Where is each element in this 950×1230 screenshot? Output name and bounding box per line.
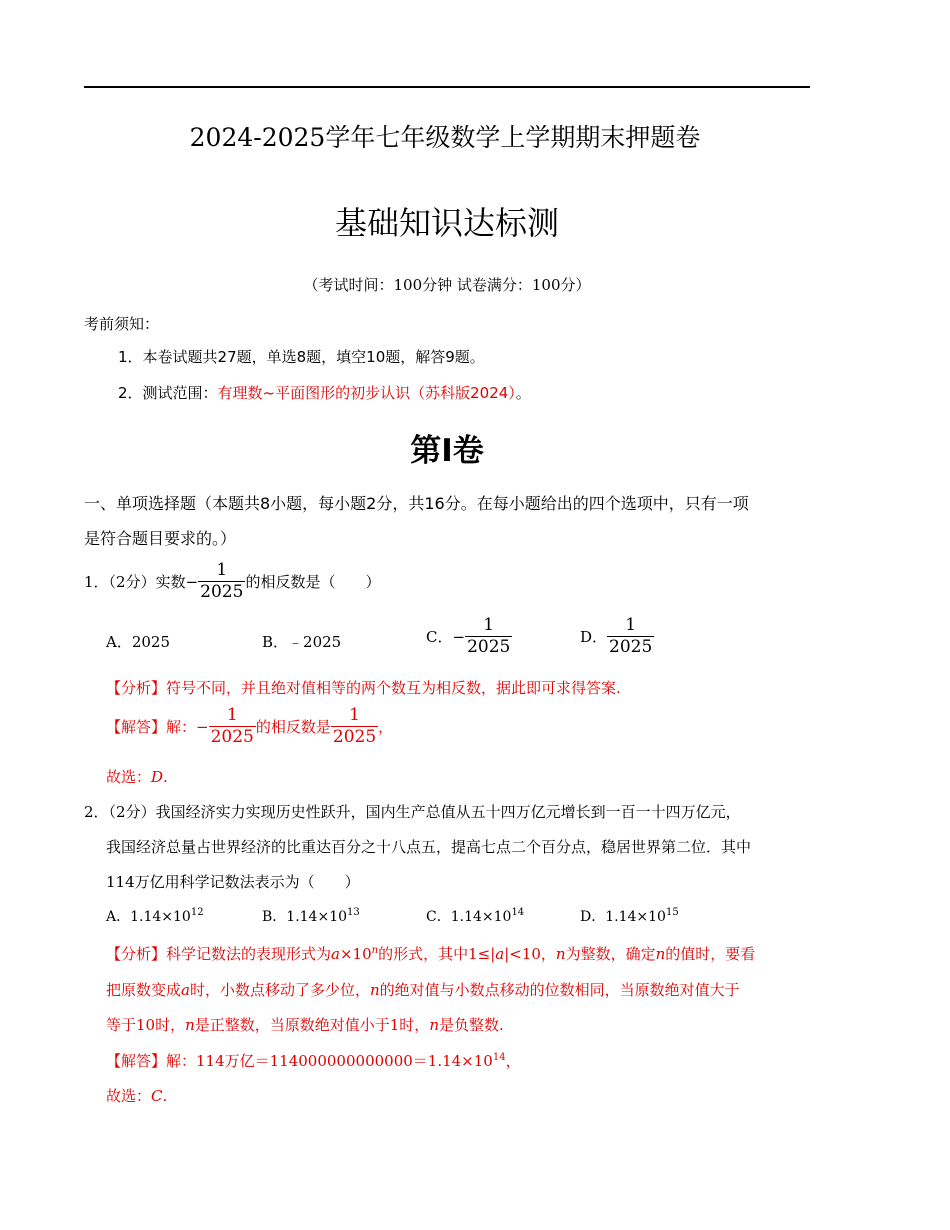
q2-analysis-text: 为整数，确定 bbox=[565, 945, 656, 963]
q2-analysis-text: 把原数变成 bbox=[106, 981, 182, 999]
q1-answer-den-2: 2025 bbox=[332, 727, 377, 747]
q1-answer-minus: − bbox=[196, 717, 209, 736]
var-a: a bbox=[495, 945, 505, 963]
q2-analysis-text: 是负整数. bbox=[438, 1016, 504, 1034]
q2-analysis-line-3 bbox=[106, 1014, 504, 1035]
q1-minus: − bbox=[185, 572, 199, 591]
q2-option-a-exp: 12 bbox=[190, 907, 204, 918]
q2-analysis-text: |<10， bbox=[504, 945, 556, 963]
q1-option-d-fraction bbox=[607, 617, 654, 656]
q2-option-c-exp: 14 bbox=[511, 907, 525, 918]
q1-answer-prefix: 【解答】解： bbox=[106, 718, 197, 736]
q1-answer-fraction-1 bbox=[209, 707, 256, 746]
q2-option-b bbox=[262, 906, 360, 926]
q2-choice-prefix: 故选： bbox=[106, 1087, 152, 1105]
q2-answer-exp: 14 bbox=[492, 1052, 506, 1063]
var-n: n bbox=[429, 1016, 439, 1034]
q2-analysis-line-2 bbox=[106, 979, 740, 1000]
q1-choice-prefix: 故选： bbox=[106, 768, 152, 786]
q2-option-a bbox=[106, 906, 204, 926]
q2-choice-end: . bbox=[162, 1087, 168, 1105]
q1-fraction-den: 2025 bbox=[200, 582, 244, 602]
q1-answer bbox=[106, 707, 393, 746]
q2-analysis-text: 【分析】科学记数法的表现形式为 bbox=[106, 945, 332, 963]
exam-info: （考试时间：100分钟 试卷满分：100分） bbox=[303, 276, 591, 294]
var-a: a bbox=[181, 981, 190, 999]
q1-option-a: A．2025 bbox=[106, 633, 171, 651]
q1-answer-mid: 的相反数是 bbox=[255, 718, 331, 736]
q1-suffix: 的相反数是（ ） bbox=[245, 573, 381, 591]
q2-analysis-text: 的形式，其中1≤| bbox=[378, 945, 496, 963]
q1-option-d-den: 2025 bbox=[609, 637, 653, 657]
q2-analysis-line-1 bbox=[106, 943, 755, 964]
q2-analysis-text: 是正整数，当原数绝对值小于1时， bbox=[194, 1016, 430, 1034]
q1-answer-num-1: 1 bbox=[226, 705, 238, 725]
exam-subtitle: 2024-2025学年七年级数学上学期期末押题卷 bbox=[189, 123, 701, 152]
volume-title: 第Ⅰ卷 bbox=[410, 433, 484, 469]
q1-answer-fraction-2 bbox=[331, 707, 378, 746]
q1-analysis: 【分析】符号不同，并且绝对值相等的两个数互为相反数，据此即可求得答案. bbox=[106, 679, 621, 697]
q2-analysis-text: 时，小数点移动了多少位， bbox=[189, 981, 370, 999]
q1-option-b: B．﹣2025 bbox=[262, 633, 342, 651]
q1-option-d bbox=[580, 617, 654, 656]
q1-answer-end: ， bbox=[378, 718, 394, 736]
var-n: n bbox=[555, 945, 566, 963]
q2-option-a-base: A．1.14×10 bbox=[106, 909, 191, 925]
header-rule bbox=[84, 86, 810, 88]
var-n: n bbox=[185, 1016, 195, 1034]
q2-option-d-exp: 15 bbox=[665, 907, 679, 918]
q1-option-c-num: 1 bbox=[483, 615, 495, 635]
q2-option-d-base: D．1.14×10 bbox=[580, 909, 666, 925]
section-1-heading-line1: 一、单项选择题（本题共8小题，每小题2分，共16分。在每小题给出的四个选项中，只有一项 bbox=[84, 494, 749, 513]
var-a: a bbox=[331, 945, 340, 963]
q2-line-1: 2．（2分）我国经济实力实现历史性跃升，国内生产总值从五十四万亿元增长到一百一十四万亿元， bbox=[84, 803, 741, 821]
q2-option-c-base: C．1.14×10 bbox=[426, 909, 512, 925]
q1-prefix: 1．（2分）实数 bbox=[84, 573, 186, 591]
notice-item-2 bbox=[118, 382, 531, 403]
section-1-heading-line2: 是符合题目要求的。） bbox=[84, 529, 237, 548]
notice-item-2-prefix: 2．测试范围： bbox=[118, 384, 218, 402]
q1-fraction bbox=[198, 562, 245, 601]
q1-option-c bbox=[426, 617, 512, 656]
q2-option-b-base: B．1.14×10 bbox=[262, 909, 348, 925]
notice-heading: 考前须知： bbox=[84, 315, 160, 333]
q1-option-c-minus: − bbox=[452, 627, 466, 646]
q2-choice-letter: C bbox=[151, 1087, 163, 1105]
q1-option-c-fraction bbox=[465, 617, 512, 656]
q2-line-2: 我国经济总量占世界经济的比重达百分之十八点五，提高七点二个百分点，稳居世界第二位．其中 bbox=[106, 838, 752, 856]
q2-choice bbox=[106, 1085, 167, 1106]
q1-choice bbox=[106, 766, 168, 787]
q2-answer-end: ， bbox=[505, 1052, 521, 1070]
var-n-exponent: n bbox=[371, 945, 379, 956]
q2-line-3: 114万亿用科学记数法表示为（ ） bbox=[106, 873, 360, 891]
question-1 bbox=[84, 562, 380, 601]
q2-option-d bbox=[580, 906, 679, 926]
q2-analysis-text: 等于10时， bbox=[106, 1016, 186, 1034]
test-range: 有理数~平面图形的初步认识（苏科版2024） bbox=[217, 384, 516, 402]
q2-analysis-text: 的值时，要看 bbox=[665, 945, 756, 963]
q1-option-d-label: D． bbox=[580, 628, 608, 646]
notice-item-1: 1．本卷试题共27题，单选8题，填空10题，解答9题。 bbox=[118, 348, 485, 366]
q1-option-d-num: 1 bbox=[625, 615, 637, 635]
q1-option-c-label: C． bbox=[426, 628, 453, 646]
q2-answer bbox=[106, 1050, 521, 1071]
q1-answer-den-1: 2025 bbox=[210, 727, 254, 747]
var-n: n bbox=[655, 945, 666, 963]
var-n: n bbox=[369, 981, 380, 999]
q2-analysis-text: ×10 bbox=[339, 945, 372, 963]
q2-answer-text: 【解答】解：114万亿＝114000000000000＝1.14×10 bbox=[106, 1052, 493, 1070]
page-title: 基础知识达标测 bbox=[334, 204, 559, 242]
q1-answer-num-2: 1 bbox=[349, 705, 360, 725]
notice-item-2-suffix: 。 bbox=[515, 384, 531, 402]
q1-fraction-num: 1 bbox=[216, 560, 228, 580]
q2-option-b-exp: 13 bbox=[347, 907, 360, 918]
q2-analysis-text: 的绝对值与小数点移动的位数相同，当原数绝对值大于 bbox=[379, 981, 740, 999]
q1-choice-end: . bbox=[163, 768, 168, 786]
q1-choice-letter: D bbox=[151, 768, 164, 786]
q1-option-c-den: 2025 bbox=[467, 637, 511, 657]
q2-option-c bbox=[426, 906, 524, 926]
